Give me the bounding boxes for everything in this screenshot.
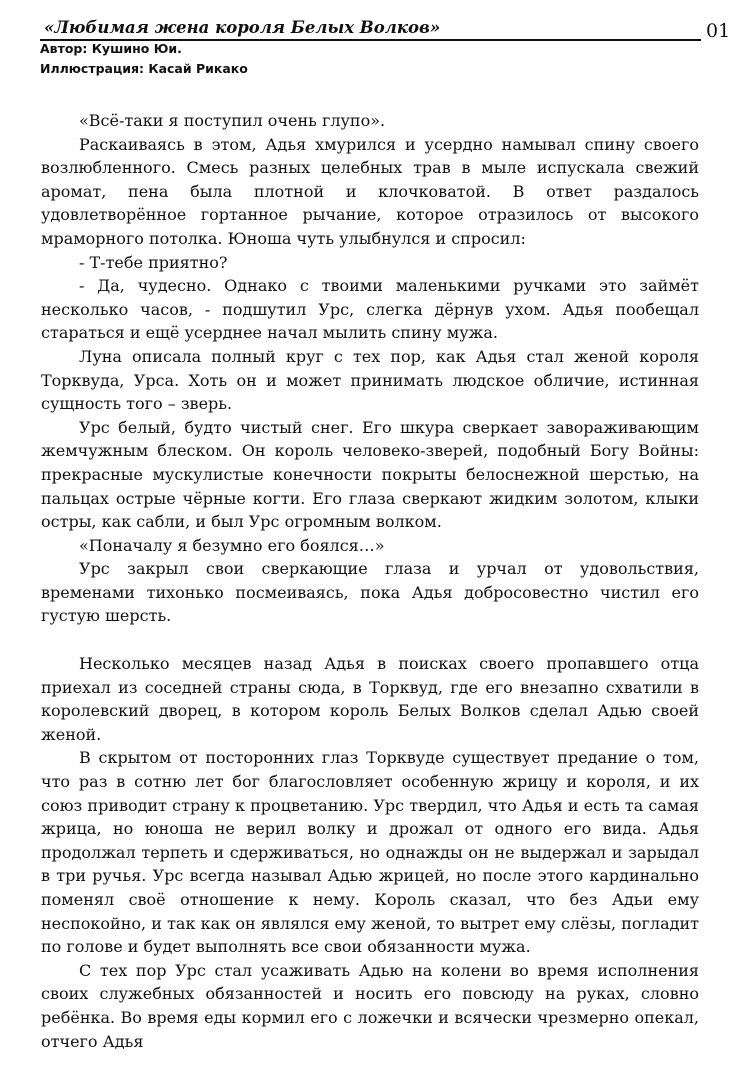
page-header [0,0,737,80]
paragraph: «Всё-таки я поступил очень глупо». [79,111,386,130]
paragraph: - Да, чудесно. Однако с твоими маленькими ручками это займёт несколько часов, - подшутил Урс, слегка дёрнув ухом. Адья пообещал стараться и ещё усерднее начал мылить спину мужа. [41,276,699,343]
page-number: 01 [706,20,731,42]
paragraph: Луна описала полный круг с тех пор, как Адья стал женой короля Торквуда, Урса. Хоть он и может принимать людское обличие, истинная сущность того – зверь. [41,346,699,414]
paragraph: В скрытом от посторонних глаз Торквуде существует предание о том, что раз в сотню лет бог благословляет особенную жрицу и короля, и их союз приводит страну к процветанию. Урс твердил, что Адья и есть та самая жрица, но юноша не верил волку и дрожал от одного его вида. Адья продолжал терпеть и сдерживаться, но однажды он не выдержал и зарыдал в три ручья. Урс всегда называл Адью жрицей, но после этого кардинально поменял своё отношение к нему. Король сказал, что без Адьи ему неспокойно, и так как он являлся ему женой, то вытрет ему слёзы, погладит по голове и будет выполнять все свои обязанности мужа. [41,748,699,957]
paragraph: «Поначалу я безумно его боялся…» [79,535,385,555]
paragraph: Урс закрыл свои сверкающие глаза и урчал от удовольствия, временами тихонько посмеиваясь, пока Адья добросовестно чистил его густую шерсть. [41,559,699,626]
author-line: Автор: Кушино Юи. [40,41,182,56]
paragraph: С тех пор Урс стал усаживать Адью на колени во время исполнения своих служебных обязанностей и носить его повсюду на руках, словно ребёнка. Во время еды кормил его с ложечки и всячески чрезмерно опекал, отчего Адья [41,960,699,1051]
body-text [41,109,699,1053]
paragraph: Раскаиваясь в этом, Адья хмурился и усердно намывал спину своего возлюбленного. Смесь разных целебных трав в мыле испускала свежий аромат, пена была плотной и клочковатой. В ответ раздалось удовлетворённое гортанное рычание, которое отразилось от высокого мраморного потолка. Юноша чуть улыбнулся и спросил: [41,134,699,248]
paragraph: Урс белый, будто чистый снег. Его шкура сверкает завораживающим жемчужным блеском. Он король человеко-зверей, подобный Богу Войны: прекрасные мускулистые конечности покрыты белоснежной шерстью, на пальцах острые чёрные когти. Его глаза сверкают жидким золотом, клыки остры, как сабли, и был Урс огромным волком. [41,417,699,532]
illustrator-line: Иллюстрация: Касай Рикако [40,61,248,76]
book-title: «Любимая жена короля Белых Волков» [44,18,441,37]
paragraph: - Т-тебе приятно? [79,252,228,272]
paragraph: Несколько месяцев назад Адья в поисках своего пропавшего отца приехал из соседней страны сюда, в Торквуд, где его внезапно схватили в королевский дворец, в котором король Белых Волков сделал Адью своей женой. [41,654,699,744]
